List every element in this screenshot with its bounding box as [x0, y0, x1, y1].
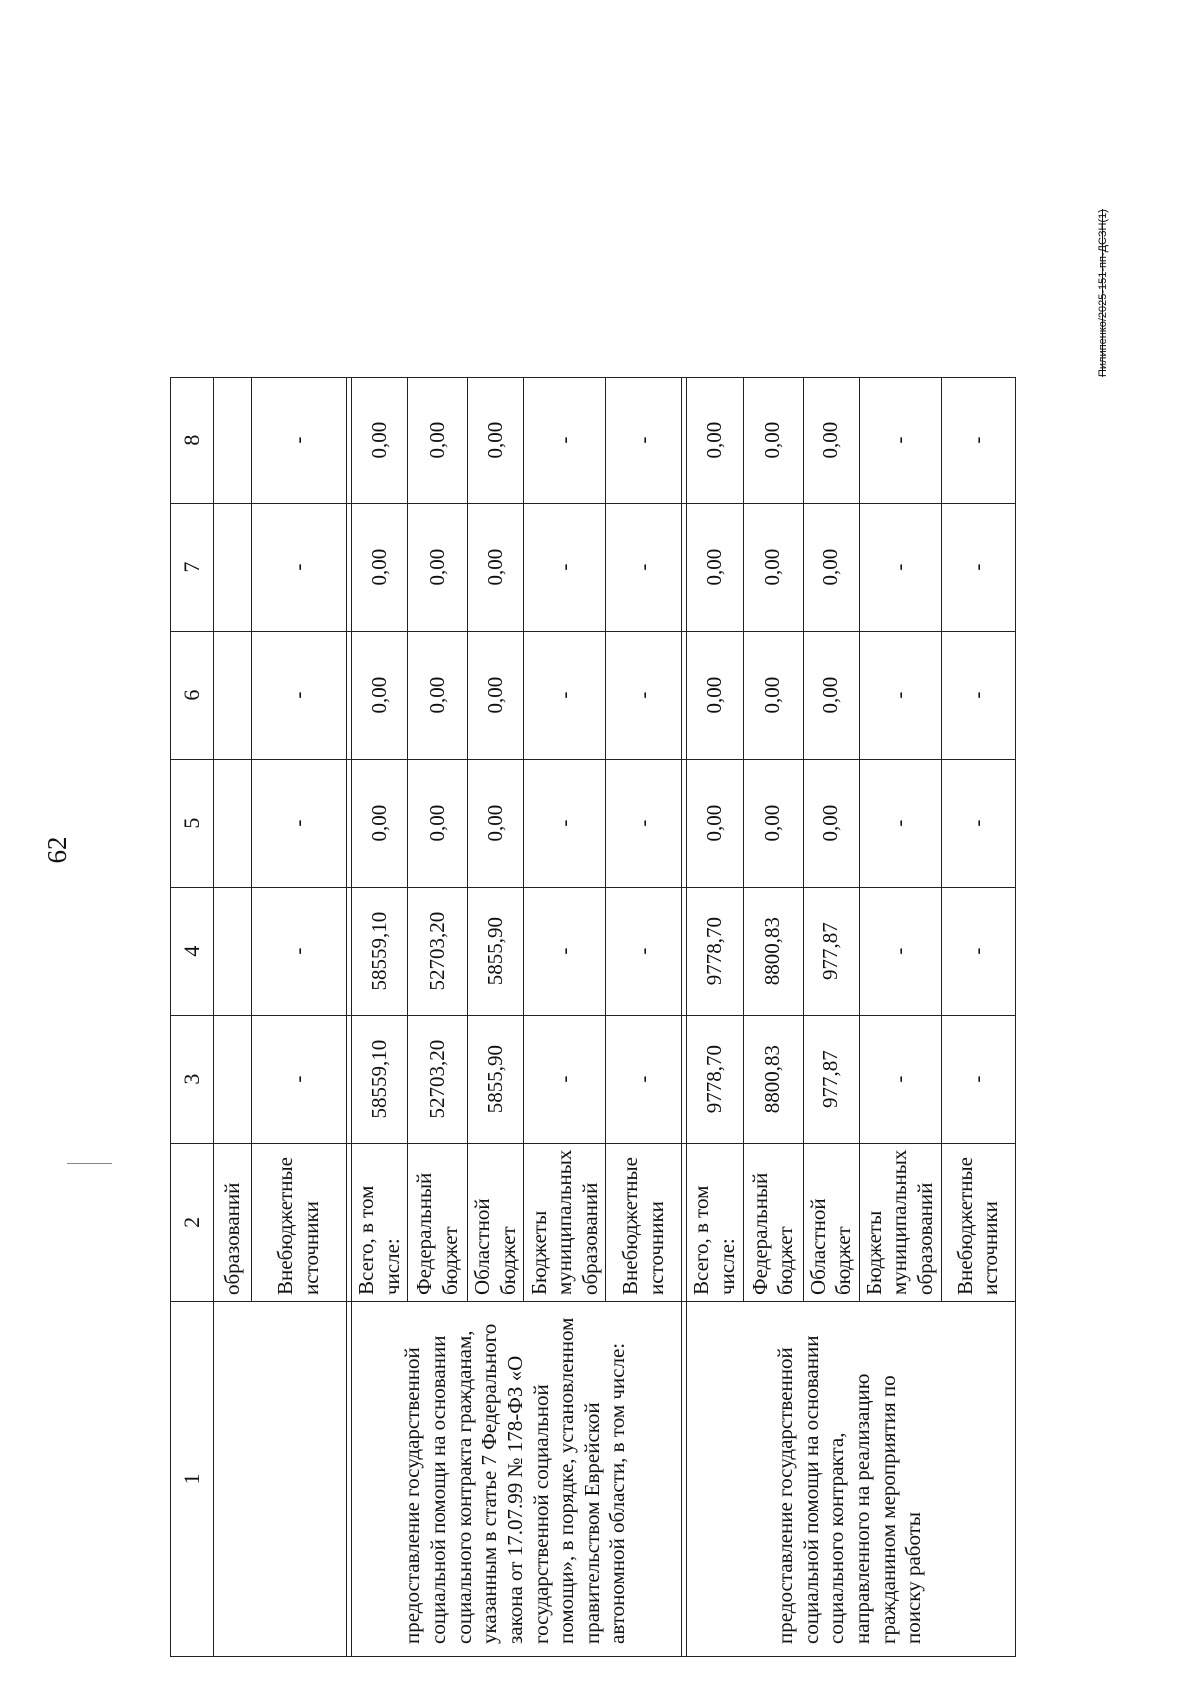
row-label: Внебюджетные источники [606, 1143, 682, 1301]
column-header: 8 [171, 377, 214, 503]
value-cell: - [252, 631, 347, 759]
value-cell: 0,00 [803, 503, 859, 631]
column-header: 4 [171, 887, 214, 1015]
continuation-cell [214, 1302, 347, 1657]
value-cell: 9778,70 [687, 887, 743, 1015]
value-cell: - [941, 759, 1015, 887]
value-cell: 0,00 [408, 503, 468, 631]
value-cell: - [252, 1015, 347, 1143]
value-cell: 0,00 [408, 759, 468, 887]
value-cell: - [859, 377, 941, 503]
column-header: 5 [171, 759, 214, 887]
row-label: Всего, в том числе: [687, 1143, 743, 1301]
value-cell: 0,00 [803, 759, 859, 887]
value-cell: - [941, 503, 1015, 631]
row-label: Бюджеты муниципальных образований [524, 1143, 606, 1301]
measure-title: предоставление государственной социальной помощи на основании социального контракта гражданам, указанным в статье 7 Федерального закона от 17.07.99 № 178-ФЗ «О государственной социальной помощи», в порядке, установленном правительством Еврейской автономной области, в том числе: [352, 1302, 682, 1657]
value-cell [214, 887, 252, 1015]
value-cell [214, 631, 252, 759]
value-cell: 0,00 [743, 503, 803, 631]
value-cell: 9778,70 [687, 1015, 743, 1143]
row-label: Областной бюджет [803, 1143, 859, 1301]
value-cell: 0,00 [352, 631, 408, 759]
value-cell: - [859, 503, 941, 631]
value-cell: - [606, 503, 682, 631]
value-cell: - [606, 631, 682, 759]
row-label: Всего, в том числе: [352, 1143, 408, 1301]
row-label: Федеральный бюджет [743, 1143, 803, 1301]
row-label: Областной бюджет [468, 1143, 524, 1301]
value-cell: - [524, 1015, 606, 1143]
value-cell: 0,00 [352, 759, 408, 887]
value-cell: 0,00 [743, 759, 803, 887]
value-cell: - [252, 503, 347, 631]
value-cell: 8800,83 [743, 1015, 803, 1143]
row-label: Федеральный бюджет [408, 1143, 468, 1301]
value-cell: 52703,20 [408, 887, 468, 1015]
column-header: 2 [171, 1143, 214, 1301]
value-cell: - [606, 377, 682, 503]
value-cell: 58559,10 [352, 887, 408, 1015]
page-number: 62 [42, 836, 72, 864]
value-cell: 52703,20 [408, 1015, 468, 1143]
value-cell: 0,00 [687, 503, 743, 631]
value-cell: - [941, 377, 1015, 503]
value-cell: 0,00 [803, 631, 859, 759]
row-label: образований [214, 1143, 252, 1301]
value-cell [214, 377, 252, 503]
column-header: 3 [171, 1015, 214, 1143]
row-label: Внебюджетные источники [941, 1143, 1015, 1301]
value-cell: 0,00 [468, 377, 524, 503]
value-cell: - [941, 887, 1015, 1015]
column-header: 6 [171, 631, 214, 759]
value-cell: - [606, 887, 682, 1015]
value-cell: - [606, 759, 682, 887]
column-header: 1 [171, 1302, 214, 1657]
table-row [352, 377, 408, 1656]
row-label: Внебюджетные источники [252, 1143, 347, 1301]
value-cell [214, 1015, 252, 1143]
value-cell [214, 503, 252, 631]
value-cell: - [859, 1015, 941, 1143]
value-cell: 0,00 [687, 377, 743, 503]
value-cell: - [252, 887, 347, 1015]
value-cell: - [606, 1015, 682, 1143]
value-cell: 0,00 [468, 759, 524, 887]
value-cell: - [252, 377, 347, 503]
value-cell: 0,00 [408, 631, 468, 759]
value-cell: 0,00 [352, 377, 408, 503]
funding-table [170, 377, 1016, 1657]
value-cell: 0,00 [408, 377, 468, 503]
value-cell: 58559,10 [352, 1015, 408, 1143]
value-cell: 977,87 [803, 887, 859, 1015]
value-cell: 0,00 [743, 377, 803, 503]
value-cell: - [859, 759, 941, 887]
value-cell: 5855,90 [468, 1015, 524, 1143]
document-footer: Пилипенко/2025-151-пп-ДСЗН(1) [1097, 209, 1109, 377]
value-cell: 0,00 [468, 631, 524, 759]
value-cell: - [941, 1015, 1015, 1143]
value-cell [214, 759, 252, 887]
value-cell: - [859, 887, 941, 1015]
measure-title: предоставление государственной социальной помощи на основании социального контракта, направленного на реализацию гражданином мероприятия по поиску работы [687, 1302, 1015, 1657]
value-cell: - [524, 377, 606, 503]
value-cell: - [941, 631, 1015, 759]
value-cell: - [524, 631, 606, 759]
table-row [687, 377, 743, 1656]
header-row [171, 377, 214, 1656]
value-cell: 0,00 [352, 503, 408, 631]
value-cell: 0,00 [468, 503, 524, 631]
value-cell: 0,00 [743, 631, 803, 759]
value-cell: 0,00 [687, 759, 743, 887]
value-cell: - [252, 759, 347, 887]
edge-mark [67, 1163, 112, 1164]
value-cell: 0,00 [803, 377, 859, 503]
value-cell: 0,00 [687, 631, 743, 759]
value-cell: - [524, 503, 606, 631]
value-cell: - [859, 631, 941, 759]
value-cell: 8800,83 [743, 887, 803, 1015]
row-label: Бюджеты муниципальных образований [859, 1143, 941, 1301]
value-cell: - [524, 759, 606, 887]
value-cell: 977,87 [803, 1015, 859, 1143]
table-row [214, 377, 252, 1656]
value-cell: 5855,90 [468, 887, 524, 1015]
value-cell: - [524, 887, 606, 1015]
column-header: 7 [171, 503, 214, 631]
